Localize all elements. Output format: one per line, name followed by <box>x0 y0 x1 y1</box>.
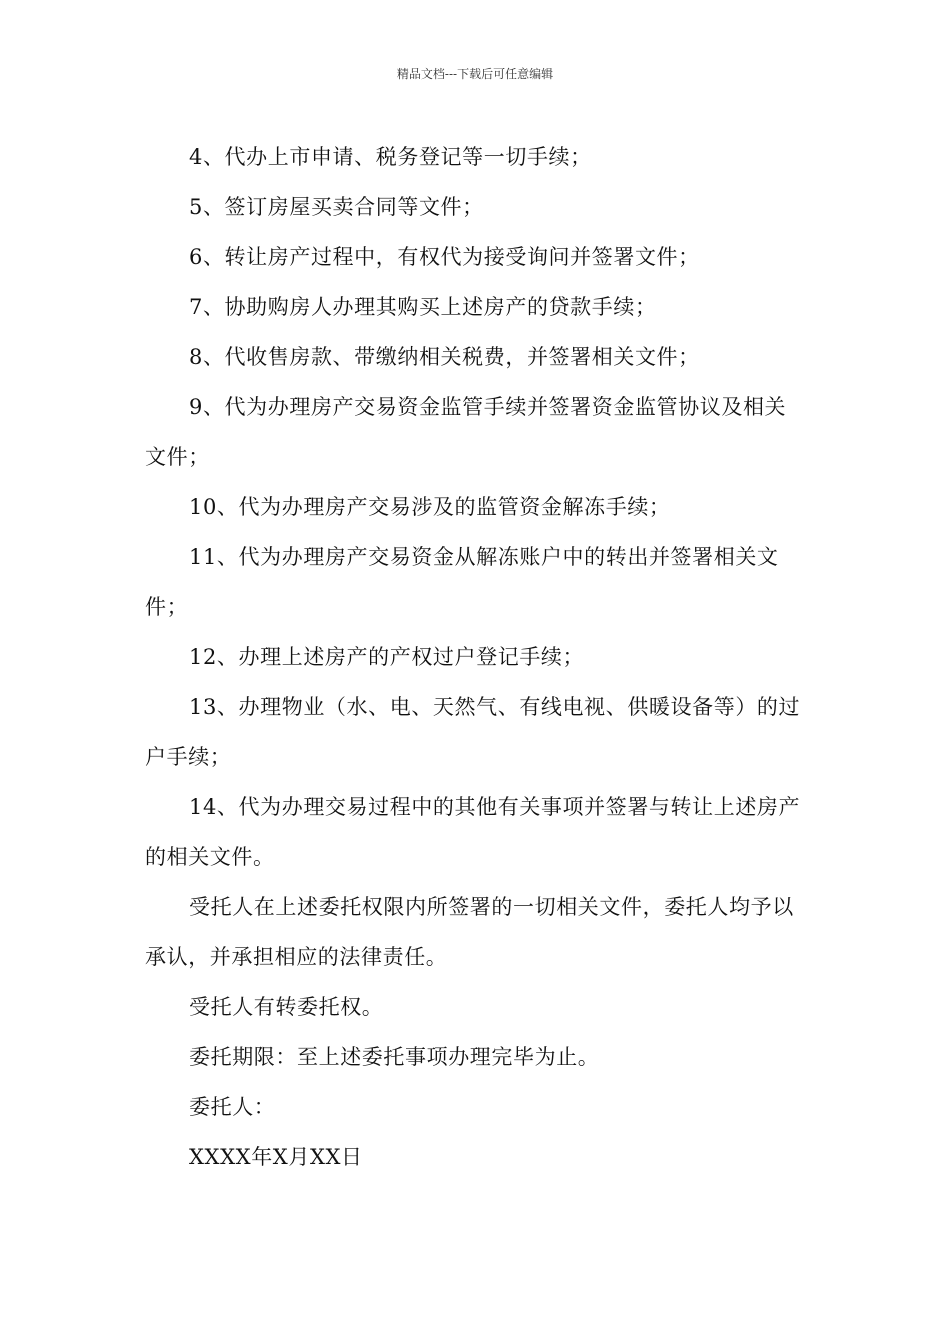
sub-delegation-paragraph: 受托人有转委托权。 <box>189 995 384 1019</box>
date-line: XXXX年X月XX日 <box>189 1145 363 1169</box>
clause-14: 14、代为办理交易过程中的其他有关事项并签署与转让上述房产的相关文件。 <box>145 795 801 869</box>
clause-9: 9、代为办理房产交易资金监管手续并签署资金监管协议及相关文件； <box>145 395 787 469</box>
clause-7: 7、协助购房人办理其购买上述房产的贷款手续； <box>189 295 657 319</box>
clause-6: 6、转让房产过程中，有权代为接受询问并签署文件； <box>189 245 700 269</box>
principal-signature-line: 委托人： <box>189 1095 276 1119</box>
clause-5: 5、签订房屋买卖合同等文件； <box>189 195 484 219</box>
page-header: 精品文档---下载后可任意编辑 <box>396 67 554 81</box>
clause-11: 11、代为办理房产交易资金从解冻账户中的转出并签署相关文件； <box>145 545 779 619</box>
clause-13: 13、办理物业（水、电、天然气、有线电视、供暖设备等）的过户手续； <box>145 695 801 769</box>
clause-8: 8、代收售房款、带缴纳相关税费，并签署相关文件； <box>189 345 700 369</box>
clause-4: 4、代办上市申请、税务登记等一切手续； <box>189 145 592 169</box>
clause-12: 12、办理上述房产的产权过户登记手续； <box>189 645 585 669</box>
term-paragraph: 委托期限：至上述委托事项办理完毕为止。 <box>189 1045 600 1069</box>
acknowledgement-paragraph: 受托人在上述委托权限内所签署的一切相关文件，委托人均予以承认，并承担相应的法律责任。 <box>145 895 794 969</box>
clause-10: 10、代为办理房产交易涉及的监管资金解冻手续； <box>189 495 671 519</box>
document-body <box>145 132 807 1182</box>
